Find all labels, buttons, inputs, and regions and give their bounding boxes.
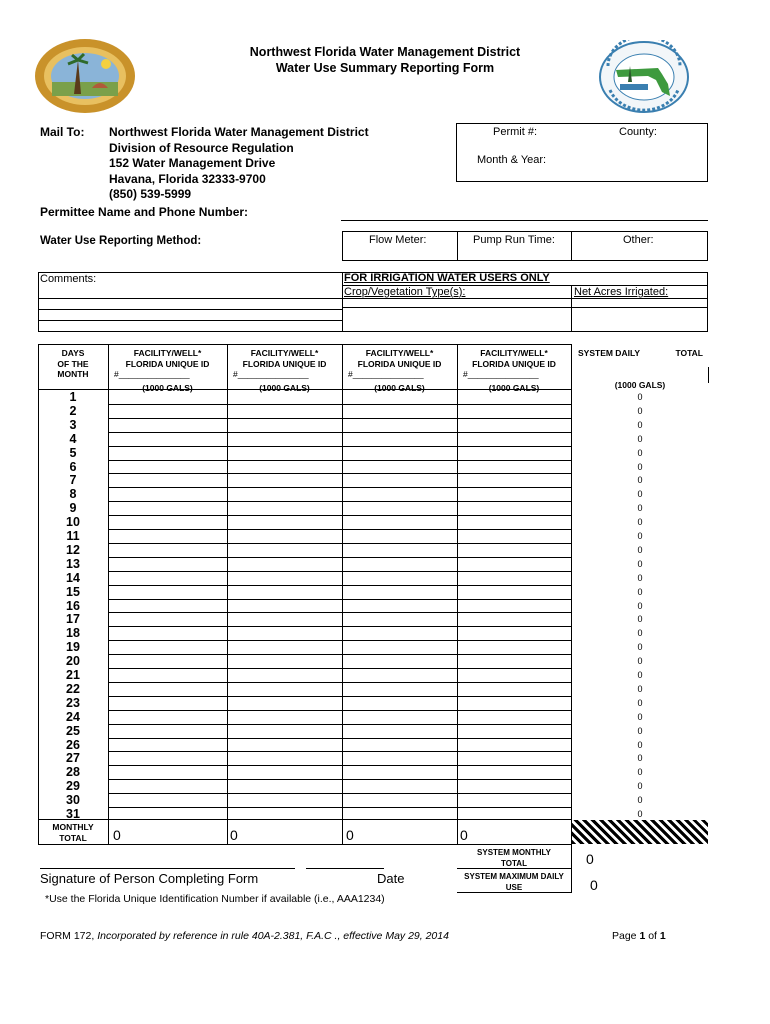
monthly-total-3: 0 (346, 827, 354, 843)
system-daily-total-cell: 0 (637, 475, 643, 486)
row-divider (108, 807, 572, 808)
address-line: (850) 539-5999 (109, 187, 192, 201)
crop-type-label: Crop/Vegetation Type(s): (344, 286, 466, 298)
row-divider (108, 515, 572, 516)
signature-label: Signature of Person Completing Form (40, 871, 259, 886)
address-line: 152 Water Management Drive (109, 156, 276, 170)
day-number: 25 (66, 723, 80, 738)
county-label: County: (619, 126, 657, 138)
system-daily-total-cell: 0 (637, 697, 643, 708)
day-number: 8 (69, 487, 77, 502)
day-number: 15 (66, 584, 80, 599)
day-number: 9 (69, 501, 77, 516)
system-daily-total-cell: 0 (637, 405, 643, 416)
system-daily-total-header: SYSTEM DAILY TOTAL (1000 GALS) (578, 348, 703, 390)
facility-id-input[interactable]: #_______________ (463, 369, 539, 379)
row-divider (108, 460, 572, 461)
row-divider (108, 765, 572, 766)
system-daily-total-cell: 0 (637, 781, 643, 792)
facility-id-input[interactable]: #_______________ (233, 369, 309, 379)
monthly-total-1: 0 (113, 827, 121, 843)
footnote: *Use the Florida Unique Identification Number if available (i.e., AAA1234) (45, 893, 385, 905)
mailing-address (109, 125, 369, 203)
facility-header-1: FACILITY/WELL* FLORIDA UNIQUE ID #_______________ (1000 GALS) (108, 348, 227, 393)
signature-line[interactable] (40, 868, 295, 869)
day-number: 14 (66, 570, 80, 585)
day-number: 4 (69, 431, 77, 446)
row-divider (108, 404, 572, 405)
row-divider (108, 724, 572, 725)
system-daily-total-cell: 0 (637, 809, 643, 819)
facility-id-input[interactable]: #_______________ (114, 369, 190, 379)
day-number: 3 (69, 417, 77, 432)
row-divider (108, 585, 572, 586)
permittee-field-line[interactable] (341, 220, 708, 221)
date-label: Date (377, 871, 405, 886)
day-number: 5 (69, 445, 77, 460)
page-indicator: Page 1 of 1 (612, 930, 666, 942)
day-number: 26 (66, 737, 80, 752)
form-number: FORM 172, (40, 930, 98, 942)
other-option[interactable]: Other: (623, 234, 654, 246)
irrigation-heading: FOR IRRIGATION WATER USERS ONLY (344, 272, 550, 284)
flow-meter-option[interactable]: Flow Meter: (369, 234, 427, 246)
day-number: 7 (69, 473, 77, 488)
system-daily-total-cell: 0 (637, 461, 643, 472)
day-number: 16 (66, 598, 80, 613)
hatched-cell (572, 820, 708, 844)
row-divider (108, 418, 572, 419)
row-divider (108, 696, 572, 697)
system-daily-total-cell: 0 (637, 683, 643, 694)
row-divider (108, 557, 572, 558)
row-divider (108, 793, 572, 794)
date-line[interactable] (306, 868, 384, 869)
monthly-total-4: 0 (460, 827, 468, 843)
day-number: 19 (66, 640, 80, 655)
reporting-method-label: Water Use Reporting Method: (40, 235, 202, 247)
row-divider (108, 682, 572, 683)
row-divider (108, 543, 572, 544)
form-subtitle: Water Use Summary Reporting Form (275, 61, 495, 75)
day-number: 2 (69, 403, 77, 418)
day-number: 10 (66, 515, 80, 530)
system-daily-total-cell: 0 (637, 558, 643, 569)
day-number: 30 (66, 793, 80, 808)
system-daily-total-cell: 0 (637, 725, 643, 736)
system-daily-total-cell: 0 (637, 642, 643, 653)
row-divider (108, 710, 572, 711)
system-daily-total-cell: 0 (637, 656, 643, 667)
address-line: Northwest Florida Water Management District (109, 125, 369, 139)
day-number: 20 (66, 654, 80, 669)
system-daily-total-cell: 0 (637, 503, 643, 514)
permit-number-label: Permit #: (493, 126, 538, 138)
day-number: 17 (66, 612, 80, 627)
day-number: 18 (66, 626, 80, 641)
days-header: DAYS OF THE MONTH (57, 348, 89, 379)
system-daily-total-cell: 0 (637, 614, 643, 625)
mail-to-label: Mail To: (40, 125, 85, 139)
row-divider (108, 487, 572, 488)
row-divider (108, 473, 572, 474)
row-divider (108, 529, 572, 530)
system-daily-total-cell: 0 (637, 544, 643, 555)
system-daily-total-cell: 0 (637, 739, 643, 750)
form-title: Northwest Florida Water Management District (249, 45, 521, 59)
row-divider (108, 751, 572, 752)
row-divider (108, 779, 572, 780)
row-divider (108, 654, 572, 655)
monthly-total-2: 0 (230, 827, 238, 843)
permit-number-field[interactable] (456, 140, 708, 141)
day-number: 22 (66, 681, 80, 696)
system-daily-total-cell: 0 (637, 572, 643, 583)
address-line: Division of Resource Regulation (109, 140, 294, 155)
month-year-label: Month & Year: (477, 154, 547, 166)
row-divider (108, 626, 572, 627)
row-divider (108, 599, 572, 600)
net-acres-label: Net Acres Irrigated: (574, 286, 669, 298)
day-number: 12 (66, 542, 80, 557)
system-daily-total-cell: 0 (637, 392, 643, 402)
row-divider (108, 668, 572, 669)
system-daily-total-cell: 0 (637, 489, 643, 500)
day-number: 27 (66, 751, 80, 766)
day-number: 6 (69, 459, 77, 474)
system-daily-total-cell: 0 (637, 711, 643, 722)
system-daily-total-cell: 0 (637, 767, 643, 778)
day-number: 23 (66, 695, 80, 710)
system-daily-total-cell: 0 (637, 670, 643, 680)
form-footer (40, 930, 449, 942)
facility-id-input[interactable]: #_______________ (348, 369, 424, 379)
row-divider (108, 501, 572, 502)
facility-header-4: FACILITY/WELL* FLORIDA UNIQUE ID #_______________ (1000 GALS) (457, 348, 571, 393)
day-number: 21 (66, 668, 80, 682)
system-max-daily-label: SYSTEM MAXIMUM DAILY USE (464, 872, 564, 892)
facility-header-3: FACILITY/WELL* FLORIDA UNIQUE ID #_______________ (1000 GALS) (342, 348, 457, 393)
system-daily-total-cell: 0 (637, 586, 643, 597)
system-daily-total-cell: 0 (637, 628, 643, 639)
day-number: 28 (66, 765, 80, 780)
monthly-total-label: MONTHLY TOTAL (52, 822, 94, 843)
row-divider (108, 612, 572, 613)
system-monthly-total-label: SYSTEM MONTHLY TOTAL (477, 848, 551, 868)
address-line: Havana, Florida 32333-9700 (109, 171, 266, 186)
system-daily-total-cell: 0 (637, 753, 643, 764)
pump-run-time-option[interactable]: Pump Run Time: (473, 234, 555, 246)
day-number: 11 (66, 529, 80, 543)
system-daily-total-cell: 0 (637, 600, 643, 611)
system-daily-total-cell: 0 (637, 433, 643, 444)
day-number: 31 (66, 807, 80, 821)
row-divider (108, 640, 572, 641)
system-monthly-total-value: 0 (586, 851, 594, 867)
system-daily-total-cell: 0 (637, 419, 643, 430)
day-number: 1 (69, 390, 77, 404)
permittee-label: Permittee Name and Phone Number: (40, 205, 249, 219)
facility-header-2: FACILITY/WELL* FLORIDA UNIQUE ID #_______________ (1000 GALS) (227, 348, 342, 393)
system-max-daily-value: 0 (590, 877, 598, 893)
day-number: 29 (66, 779, 80, 794)
comments-label: Comments: (40, 273, 97, 285)
system-daily-total-cell: 0 (637, 795, 643, 806)
incorporated-note: Incorporated by reference in rule 40A-2.381, F.A.C ., effective May 29, 2014 (97, 930, 449, 942)
row-divider (108, 738, 572, 739)
day-number: 13 (66, 556, 80, 571)
system-daily-total-cell: 0 (637, 517, 643, 528)
row-divider (108, 446, 572, 447)
system-daily-total-cell: 0 (637, 531, 643, 541)
system-daily-total-cell: 0 (637, 447, 643, 458)
row-divider (108, 432, 572, 433)
row-divider (108, 571, 572, 572)
day-number: 24 (66, 709, 80, 724)
